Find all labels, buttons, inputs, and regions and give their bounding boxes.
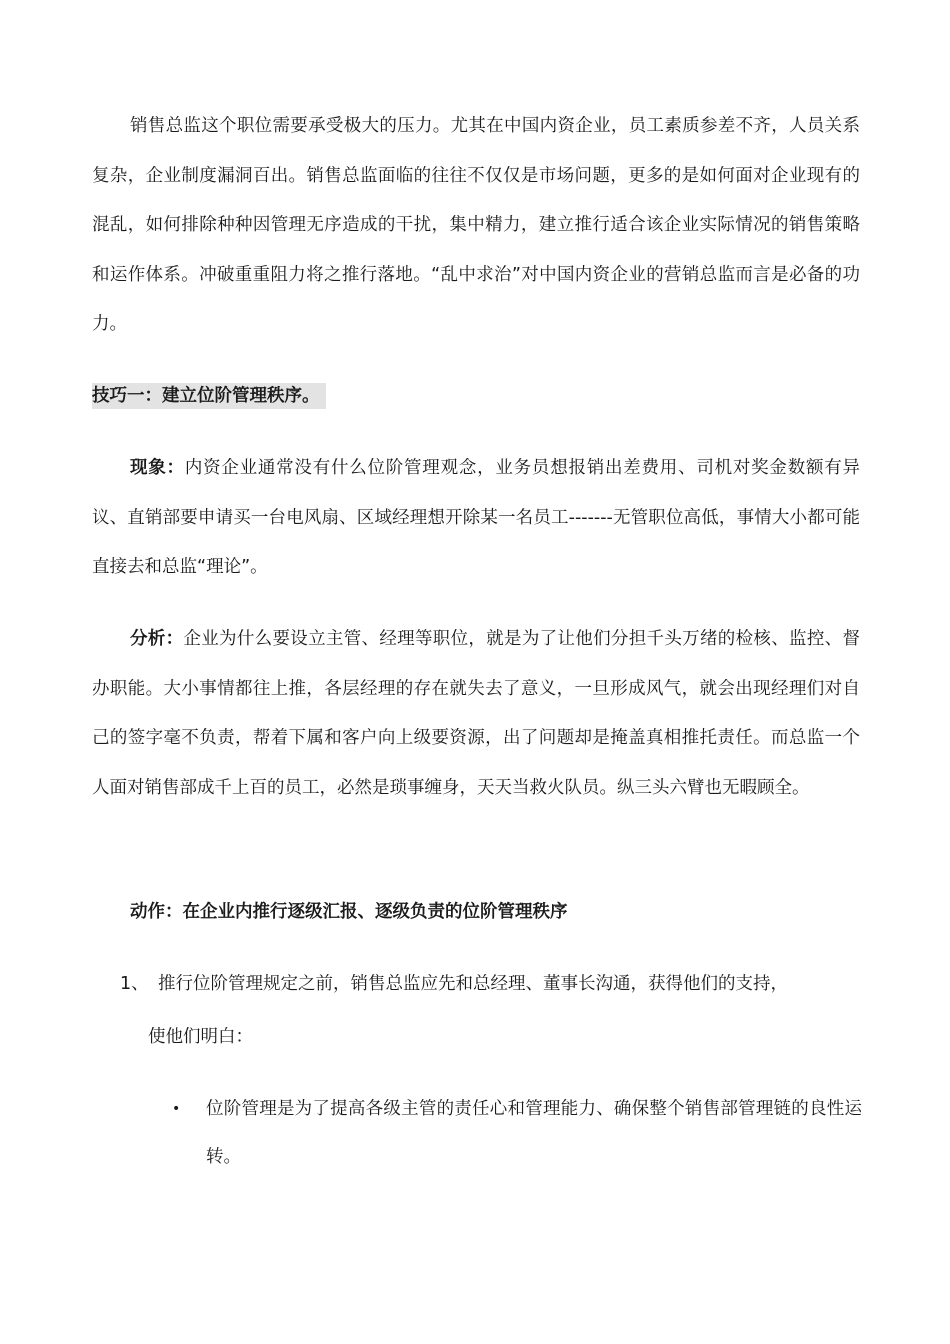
skill-heading: 技巧一：建立位阶管理秩序。 — [92, 383, 326, 409]
analysis-label: 分析： — [130, 629, 184, 649]
analysis-paragraph — [92, 615, 860, 813]
list-number: 1、 — [120, 974, 149, 994]
phenomenon-paragraph — [92, 444, 860, 593]
bullet-icon: • — [172, 1101, 181, 1117]
intro-paragraph: 销售总监这个职位需要承受极大的压力。尤其在中国内资企业，员工素质参差不齐，人员关系复杂，企业制度漏洞百出。销售总监面临的往往不仅仅是市场问题，更多的是如何面对企业现有的混乱，如何排除种种因管理无序造成的干扰，集中精力，建立推行适合该企业实际情况的销售策略和运作体系。冲破重重阻力将之推行落地。“乱中求治”对中国内资企业的营销总监而言是必备的功力。 — [92, 116, 860, 334]
analysis-text: 企业为什么要设立主管、经理等职位，就是为了让他们分担千头万绪的检核、监控、督办职能。大小事情都往上推，各层经理的存在就失去了意义，一旦形成风气，就会出现经理们对自己的签字毫不负责，帮着下属和客户向上级要资源，出了问题却是掩盖真相推托责任。而总监一个人面对销售部成千上百的员工，必然是琐事缠身，天天当救火队员。纵三头六臂也无暇顾全。 — [92, 629, 860, 798]
step1-line2: 使他们明白： — [148, 1027, 253, 1047]
action-title: 动作：在企业内推行逐级汇报、逐级负责的位阶管理秩序 — [130, 902, 568, 922]
phenomenon-text: 内资企业通常没有什么位阶管理观念，业务员想报销出差费用、司机对奖金数额有异议、直销部要申请买一台电风扇、区域经理想开除某一名员工-------无管职位高低，事情大小都可能直接去和总监“理论”。 — [92, 458, 861, 577]
phenomenon-label: 现象： — [130, 458, 185, 478]
numbered-list-item — [120, 958, 860, 1064]
bullet-text: 位阶管理是为了提高各级主管的责任心和管理能力、确保整个销售部管理链的良性运转。 — [206, 1099, 862, 1167]
step1-line1: 推行位阶管理规定之前，销售总监应先和总经理、董事长沟通，获得他们的支持， — [158, 974, 788, 994]
bullet-list-item — [172, 1085, 862, 1181]
